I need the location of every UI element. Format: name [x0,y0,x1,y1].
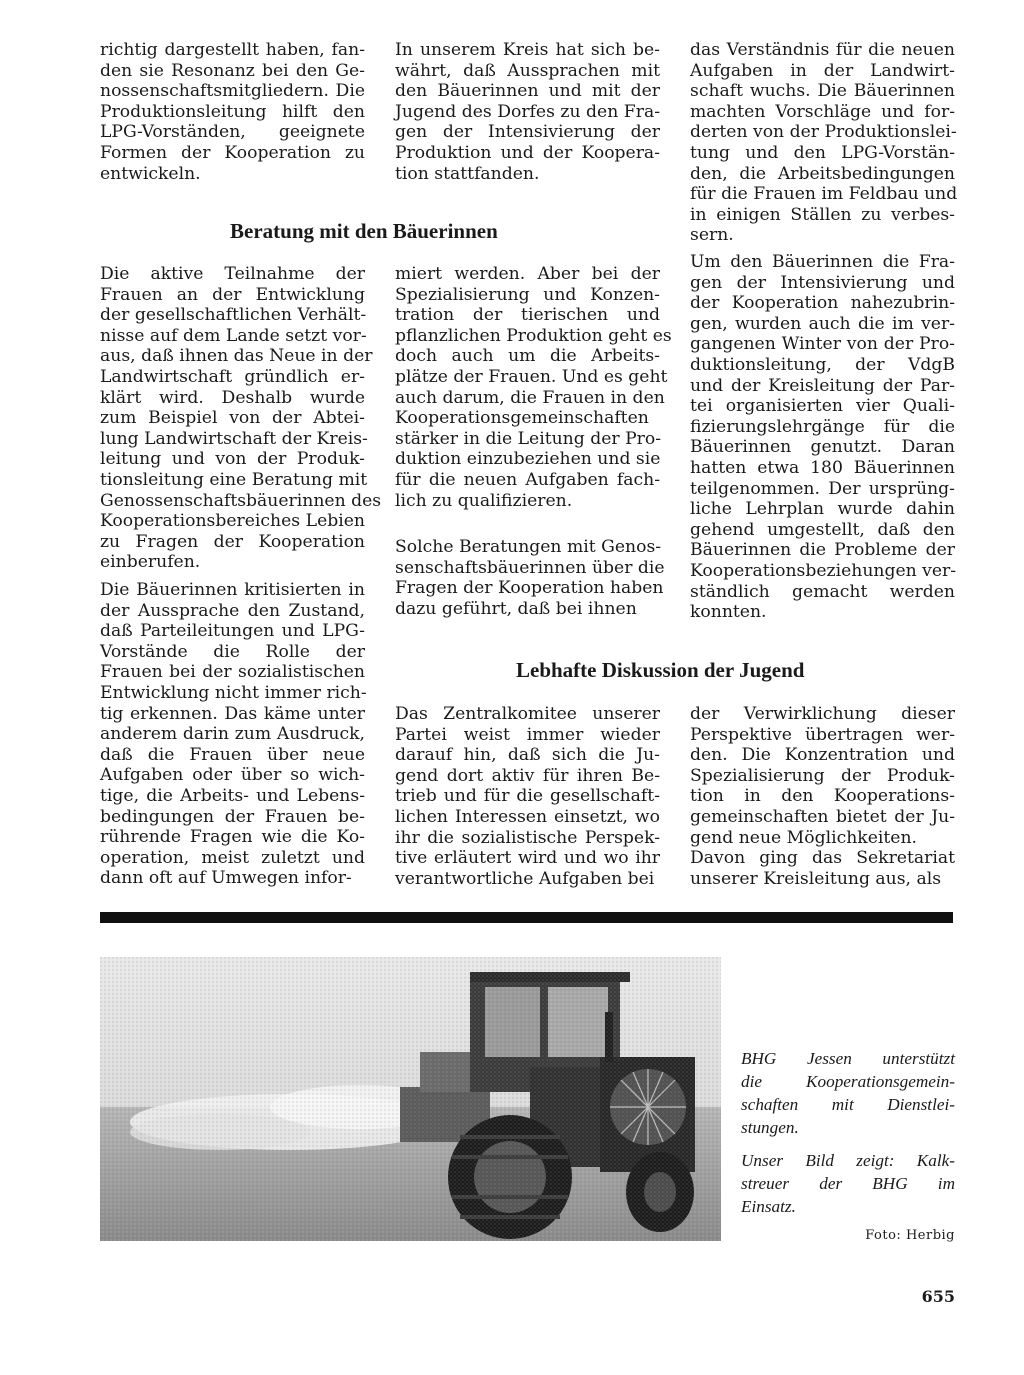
text-line: gangenen Winter von der Pro- [690,334,955,355]
right-col-para2 [690,252,955,623]
text-line: Partei weist immer wieder [395,724,660,745]
text-line: Das Zentralkomitee unserer [395,704,660,724]
text-line: lung Landwirtschaft der Kreis- [100,428,368,449]
text-line: streuer der BHG im [741,1174,955,1193]
text-line: darauf hin, daß sich die Ju- [395,745,660,766]
text-line: den sie Resonanz bei den Ge- [100,60,365,81]
text-line: konnten. [690,602,767,623]
text-line: gehend umgestellt, daß den [690,519,955,540]
text-line: richtig dargestellt haben, fan- [100,40,365,60]
text-line: schaft wuchs. Die Bäuerinnen [690,81,955,102]
text-line: Frauen an der Entwicklung [100,284,365,305]
text-line: lich zu qualifizieren. [395,490,573,511]
text-line: teilgenommen. Der ursprüng- [690,478,955,499]
text-line: duktionsleitung, der VdgB [690,354,955,375]
text-line: Entwicklung nicht immer rich- [100,682,367,703]
text-line: entwickeln. [100,163,201,184]
top-col2 [395,40,660,184]
text-line: Bäuerinnen die Probleme der [690,540,955,561]
text-line: dann oft auf Umwegen infor- [100,868,352,889]
text-line: In unserem Kreis hat sich be- [395,40,660,60]
text-line: gend dort aktiv für ihren Be- [395,765,660,786]
text-line: Um den Bäuerinnen die Fra- [690,252,955,272]
text-line: gend neue Möglichkeiten. [690,827,917,848]
caption-para2 [741,1149,955,1218]
text-line: Perspektive übertragen wer- [690,724,955,745]
text-line: Produktion und der Koopera- [395,142,660,163]
text-line: Spezialisierung und Konzen- [395,284,660,305]
text-line: schaften mit Dienstlei- [741,1095,955,1114]
text-line: zum Beispiel von der Abtei- [100,408,365,429]
text-line: der Kooperation nahezubrin- [690,293,955,314]
text-line: Davon ging das Sekretariat [690,848,955,868]
tractor-photo-illustration [100,957,721,1241]
text-line: dazu geführt, daß bei ihnen [395,598,637,619]
caption-para1 [741,1047,955,1139]
text-line: Aufgaben oder über so wich- [100,765,365,786]
text-line: Produktionsleitung hilft den [100,101,365,122]
text-line: Genossenschaftsbäuerinnen des [100,490,382,511]
text-line: Vorstände die Rolle der [100,641,365,662]
text-line: den Bäuerinnen und mit der [395,81,660,102]
text-line: währt, daß Aussprachen mit [395,60,660,81]
text-line: der gesellschaftlichen Verhält- [100,305,367,326]
heading-jugend: Lebhafte Diskussion der Jugend [516,658,805,682]
text-line: Unser Bild zeigt: Kalk- [741,1151,955,1170]
text-line: Landwirtschaft gründlich er- [100,366,365,387]
s2-col2 [395,704,660,889]
section-divider [100,912,953,923]
text-line: der Aussprache den Zustand, [100,600,365,621]
text-line: duktion einzubeziehen und sie [395,449,661,470]
photo-credit: Foto: Herbig [865,1228,955,1243]
text-line: Kooperationsbereiches Lebien [100,511,365,532]
text-line: Kooperationsbeziehungen ver- [690,560,957,581]
text-line: Jugend des Dorfes zu den Fra- [395,101,660,122]
text-line: tration der tierischen und [395,305,660,326]
text-line: gen der Intensivierung und [690,272,955,293]
text-line: zu Fragen der Kooperation [100,531,365,552]
text-line: der Verwirklichung dieser [690,704,955,724]
text-line: den. Die Konzentration und [690,745,955,766]
text-line: tung und den LPG-Vorstän- [690,142,955,163]
text-line: nisse auf dem Lande setzt vor- [100,325,367,346]
text-line: lichen Interessen einsetzt, wo [395,806,660,827]
text-line: fizierungslehrgänge für die [690,416,955,437]
s1-col1-para2 [100,580,365,889]
text-line: bedingungen der Frauen be- [100,806,365,827]
text-line: anderem darin zum Ausdruck, [100,724,365,745]
text-line: Die Bäuerinnen kritisierten in [100,580,365,600]
text-line: Spezialisierung der Produk- [690,765,955,786]
text-line: Kooperationsgemeinschaften [395,408,649,429]
top-col1 [100,40,365,184]
text-line: liche Lehrplan wurde dahin [690,499,955,520]
text-line: gen, wurden auch die im ver- [690,313,955,334]
text-line: Aufgaben in der Landwirt- [690,60,955,81]
text-line: die Kooperationsgemein- [741,1072,955,1091]
text-line: tive erläutert wird und wo ihr [395,848,660,869]
s1-col2-para2 [395,537,665,619]
heading-beratung: Beratung mit den Bäuerinnen [230,219,498,243]
text-line: ständlich gemacht werden [690,581,955,602]
photo-caption [741,1047,955,1218]
text-line: rührende Fragen wie die Ko- [100,827,365,848]
text-line: daß Parteileitungen und LPG- [100,621,365,642]
text-line: tei organisierten vier Quali- [690,396,955,417]
s2-col3-para1 [690,704,955,848]
text-line: den, die Arbeitsbedingungen [690,163,955,184]
text-line: machten Vorschläge und for- [690,101,955,122]
text-line: Die aktive Teilnahme der [100,264,365,284]
text-line: BHG Jessen unterstützt [741,1049,955,1068]
text-line: Bäuerinnen genutzt. Daran [690,437,955,458]
text-line: einberufen. [100,552,201,573]
text-line: miert werden. Aber bei der [395,264,660,284]
text-line: und der Kreisleitung der Par- [690,375,955,396]
text-line: hatten etwa 180 Bäuerinnen [690,457,955,478]
text-line: plätze der Frauen. Und es geht [395,366,668,387]
text-line: LPG-Vorständen, geeignete [100,122,365,143]
text-line: senschaftsbäuerinnen über die [395,557,665,578]
text-line: trieb und für die gesellschaft- [395,786,660,807]
text-line: für die Frauen im Feldbau und [690,184,958,205]
text-line: operation, meist zuletzt und [100,847,365,868]
text-line: das Verständnis für die neuen [690,40,955,60]
text-line: klärt wird. Deshalb wurde [100,387,365,408]
page-number: 655 [921,1287,955,1306]
text-line: gemeinschaften bietet der Ju- [690,806,955,827]
text-line: Einsatz. [741,1197,796,1216]
text-line: Fragen der Kooperation haben [395,578,664,599]
text-line: Frauen bei der sozialistischen [100,662,365,683]
text-line: pflanzlichen Produktion geht es [395,325,672,346]
text-line: nossenschaftsmitgliedern. Die [100,81,365,102]
s2-col3-para2 [690,848,955,889]
text-line: leitung und von der Produk- [100,449,365,470]
text-line: auch darum, die Frauen in den [395,387,665,408]
text-line: Formen der Kooperation zu [100,142,365,163]
text-line: doch auch um die Arbeits- [395,346,660,367]
text-line: derten von der Produktionslei- [690,122,957,143]
right-col-para1 [690,40,958,246]
s1-col1-para1 [100,264,382,573]
caption-gap [741,1139,955,1149]
text-line: sern. [690,225,734,246]
text-line: stungen. [741,1118,799,1137]
text-line: tig erkennen. Das käme unter [100,703,365,724]
text-line: verantwortliche Aufgaben bei [395,868,655,889]
text-line: stärker in die Leitung der Pro- [395,428,662,449]
tractor-photo [100,957,721,1241]
s1-col2-para1 [395,264,672,511]
text-line: tionsleitung eine Beratung mit [100,469,368,490]
text-line: unserer Kreisleitung aus, als [690,868,942,889]
text-line: tion in den Kooperations- [690,786,955,807]
text-line: in einigen Ställen zu verbes- [690,204,955,225]
text-line: für die neuen Aufgaben fach- [395,469,660,490]
text-line: ihr die sozialistische Perspek- [395,827,660,848]
text-line: aus, daß ihnen das Neue in der [100,346,373,367]
text-line: gen der Intensivierung der [395,122,660,143]
text-line: Solche Beratungen mit Genos- [395,537,662,557]
text-line: tige, die Arbeits- und Lebens- [100,785,365,806]
text-line: tion stattfanden. [395,163,540,184]
text-line: daß die Frauen über neue [100,744,365,765]
